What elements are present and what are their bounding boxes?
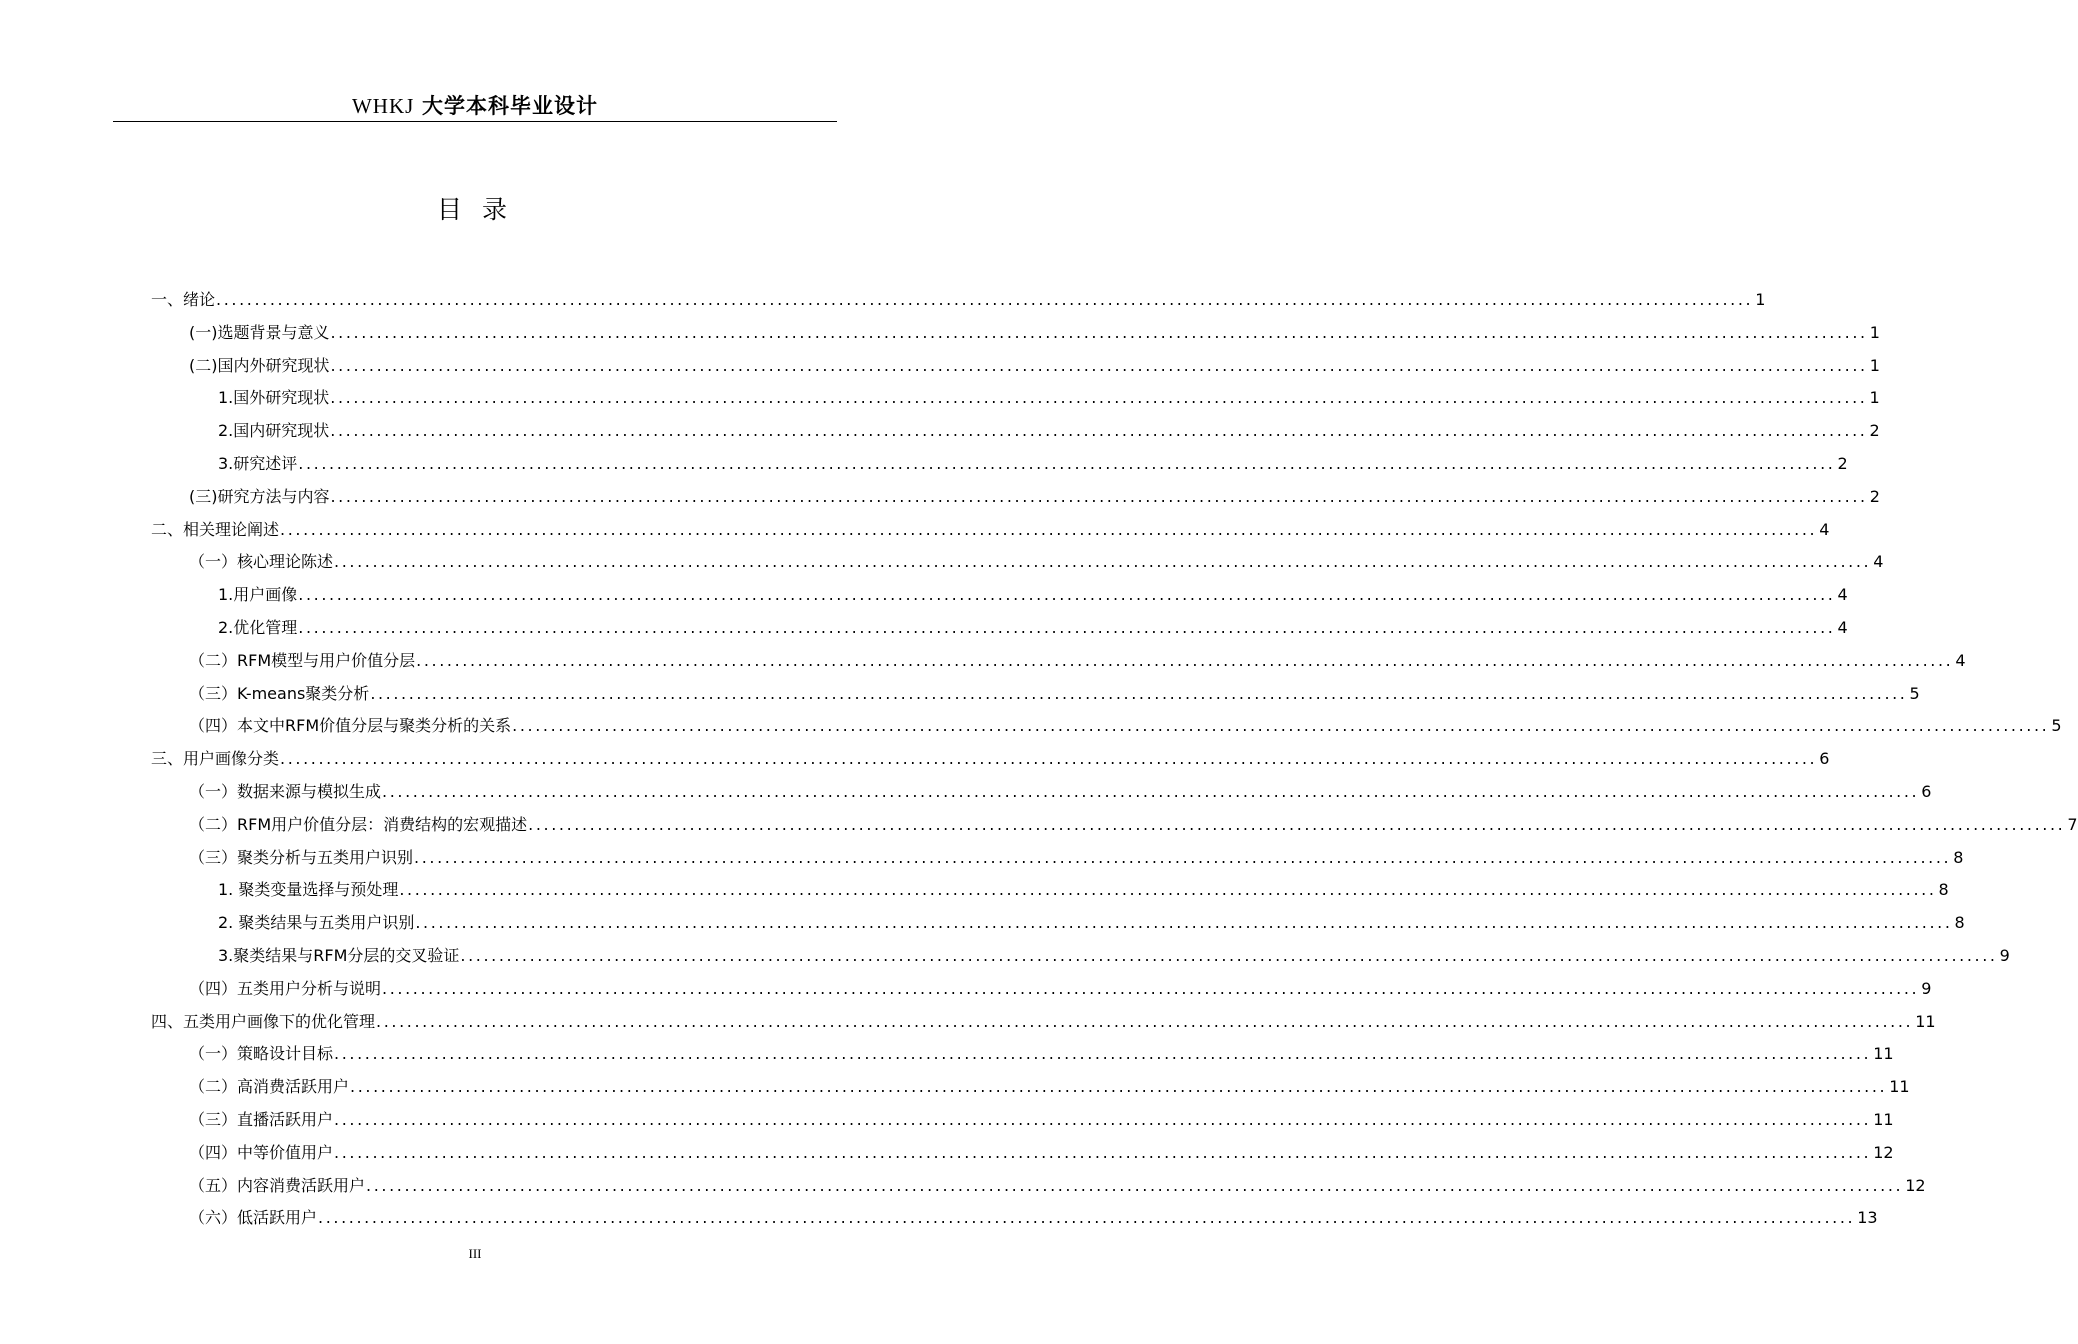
- toc-entry-page: 1: [1869, 388, 1880, 407]
- toc-entry-title: 1.国外研究现状: [218, 388, 330, 407]
- toc-entry: [189, 1064, 1910, 1097]
- toc-entry-title: (一)选题背景与意义: [189, 323, 330, 342]
- toc-entry-page: 12: [1905, 1176, 1926, 1195]
- toc-entry-page: 1: [1869, 356, 1880, 375]
- header-rule: [113, 121, 837, 122]
- toc-entry-page: 4: [1837, 585, 1848, 604]
- toc-entry: [218, 572, 1848, 605]
- toc-entry: [218, 605, 1848, 638]
- header-school-code: WHKJ: [351, 94, 415, 118]
- toc-dot-leader: ........................................................................................................................................................................................................: [382, 782, 1920, 801]
- toc-entry: [189, 638, 1966, 671]
- toc-entry-page: 6: [1819, 749, 1830, 768]
- toc-entry-page: 1: [1755, 290, 1766, 309]
- toc-entry-title: （五）内容消费活跃用户: [189, 1176, 366, 1195]
- page-number: III: [468, 1246, 482, 1261]
- toc-entry: [189, 1031, 1894, 1064]
- toc-entry-page: 8: [1938, 880, 1949, 899]
- toc-entry-page: 4: [1819, 520, 1830, 539]
- toc-dot-leader: ........................................................................................................................................................................................................: [376, 1012, 1914, 1031]
- toc-dot-leader: ........................................................................................................................................................................................................: [330, 388, 1868, 407]
- toc-dot-leader: ........................................................................................................................................................................................................: [298, 585, 1836, 604]
- toc-entry: [189, 343, 1880, 376]
- toc-entry-title: （二）RFM模型与用户价值分层: [189, 651, 416, 670]
- toc-entry-page: 8: [1953, 848, 1964, 867]
- toc-entry-title: 四、五类用户画像下的优化管理: [151, 1012, 376, 1031]
- toc-entry-title: (二)国内外研究现状: [189, 356, 330, 375]
- toc-entry: [218, 441, 1848, 474]
- toc-entry: [189, 310, 1880, 343]
- toc-dot-leader: ........................................................................................................................................................................................................: [382, 979, 1920, 998]
- toc-entry-page: 11: [1889, 1077, 1910, 1096]
- toc-entry-page: 2: [1869, 487, 1880, 506]
- toc-dot-leader: ........................................................................................................................................................................................................: [528, 815, 2066, 834]
- toc-entry: [218, 867, 1949, 900]
- page-header: [113, 92, 837, 120]
- toc-dot-leader: ........................................................................................................................................................................................................: [330, 323, 1868, 342]
- toc-entry-title: 1. 聚类变量选择与预处理: [218, 880, 399, 899]
- toc-entry: [151, 736, 1830, 769]
- toc-entry-title: 二、相关理论阐述: [151, 520, 280, 539]
- toc-dot-leader: ........................................................................................................................................................................................................: [414, 848, 1952, 867]
- toc-entry: [189, 1130, 1894, 1163]
- toc-entry-title: (三)研究方法与内容: [189, 487, 330, 506]
- toc-dot-leader: ........................................................................................................................................................................................................: [330, 487, 1868, 506]
- toc-entry: [151, 999, 1936, 1032]
- toc-entry: [189, 474, 1880, 507]
- toc-dot-leader: ........................................................................................................................................................................................................: [416, 651, 1954, 670]
- toc-entry-page: 11: [1873, 1110, 1894, 1129]
- toc-entry-title: 2.优化管理: [218, 618, 298, 637]
- toc-entry-page: 9: [1921, 979, 1932, 998]
- toc-entry-title: （三）K-means聚类分析: [189, 684, 370, 703]
- toc-entry-title: （三）聚类分析与五类用户识别: [189, 848, 414, 867]
- toc-dot-leader: ........................................................................................................................................................................................................: [460, 946, 1998, 965]
- toc-entry-page: 2: [1837, 454, 1848, 473]
- toc-entry-title: （二）RFM用户价值分层：消费结构的宏观描述: [189, 815, 528, 834]
- toc-entry: [189, 802, 2078, 835]
- toc-entry-page: 11: [1873, 1044, 1894, 1063]
- toc-entry-page: 5: [1909, 684, 1920, 703]
- toc-entry-title: （四）五类用户分析与说明: [189, 979, 382, 998]
- toc-entry: [151, 277, 1766, 310]
- toc-dot-leader: ........................................................................................................................................................................................................: [350, 1077, 1888, 1096]
- toc-entry-page: 6: [1921, 782, 1932, 801]
- toc-entry-page: 4: [1955, 651, 1966, 670]
- toc-entry-title: （一）策略设计目标: [189, 1044, 334, 1063]
- toc-entry-page: 1: [1869, 323, 1880, 342]
- toc-entry: [218, 933, 2010, 966]
- toc-entry-title: 一、绪论: [151, 290, 216, 309]
- toc-dot-leader: ........................................................................................................................................................................................................: [298, 618, 1836, 637]
- toc-entry: [151, 507, 1830, 540]
- toc-entry: [218, 375, 1880, 408]
- toc-dot-leader: ........................................................................................................................................................................................................: [280, 749, 1818, 768]
- toc-entry-title: （二）高消费活跃用户: [189, 1077, 350, 1096]
- toc-entry: [218, 408, 1880, 441]
- toc-dot-leader: ........................................................................................................................................................................................................: [512, 716, 2050, 735]
- toc-dot-leader: ........................................................................................................................................................................................................: [298, 454, 1836, 473]
- toc-entry-page: 4: [1873, 552, 1884, 571]
- toc-entry: [218, 900, 1965, 933]
- toc-entry: [189, 1097, 1894, 1130]
- header-title: 大学本科毕业设计: [422, 94, 598, 118]
- toc-dot-leader: ........................................................................................................................................................................................................: [366, 1176, 1904, 1195]
- toc-entry-page: 7: [2067, 815, 2078, 834]
- toc-dot-leader: ........................................................................................................................................................................................................: [280, 520, 1818, 539]
- toc-entry: [189, 1195, 1878, 1228]
- toc-entry-page: 12: [1873, 1143, 1894, 1162]
- toc-entry-title: 三、用户画像分类: [151, 749, 280, 768]
- toc-entry: [189, 671, 1920, 704]
- toc-dot-leader: ........................................................................................................................................................................................................: [334, 1044, 1872, 1063]
- toc-entry-page: 11: [1915, 1012, 1936, 1031]
- toc-entry-title: （一）核心理论陈述: [189, 552, 334, 571]
- toc-dot-leader: ........................................................................................................................................................................................................: [399, 880, 1937, 899]
- toc-entry-title: （四）本文中RFM价值分层与聚类分析的关系: [189, 716, 512, 735]
- toc-entry-page: 8: [1954, 913, 1965, 932]
- toc-title: 目 录: [437, 195, 513, 224]
- toc-entry-title: （六）低活跃用户: [189, 1208, 318, 1227]
- toc-dot-leader: ........................................................................................................................................................................................................: [216, 290, 1754, 309]
- toc-entry-title: 2. 聚类结果与五类用户识别: [218, 913, 415, 932]
- toc-entry-page: 9: [1999, 946, 2010, 965]
- toc-entry: [189, 703, 2062, 736]
- toc-dot-leader: ........................................................................................................................................................................................................: [334, 1143, 1872, 1162]
- toc-entry: [189, 966, 1932, 999]
- toc-entry: [189, 539, 1884, 572]
- toc-dot-leader: ........................................................................................................................................................................................................: [330, 421, 1868, 440]
- toc-entry-title: 3.研究述评: [218, 454, 298, 473]
- toc-dot-leader: ........................................................................................................................................................................................................: [334, 552, 1872, 571]
- toc-entry-title: 2.国内研究现状: [218, 421, 330, 440]
- toc-entry: [189, 769, 1932, 802]
- toc-dot-leader: ........................................................................................................................................................................................................: [370, 684, 1908, 703]
- toc-entry: [189, 1163, 1926, 1196]
- toc-dot-leader: ........................................................................................................................................................................................................: [330, 356, 1868, 375]
- toc-dot-leader: ........................................................................................................................................................................................................: [415, 913, 1953, 932]
- toc-entry-page: 5: [2051, 716, 2062, 735]
- toc-entry: [189, 835, 1964, 868]
- toc-entry-page: 13: [1857, 1208, 1878, 1227]
- toc-entry-page: 4: [1837, 618, 1848, 637]
- toc-entry-title: （四）中等价值用户: [189, 1143, 334, 1162]
- toc-entry-page: 2: [1869, 421, 1880, 440]
- toc-entry-title: （三）直播活跃用户: [189, 1110, 334, 1129]
- toc-entry-title: （一）数据来源与模拟生成: [189, 782, 382, 801]
- toc-dot-leader: ........................................................................................................................................................................................................: [318, 1208, 1856, 1227]
- toc-dot-leader: ........................................................................................................................................................................................................: [334, 1110, 1872, 1129]
- toc-entry-title: 1.用户画像: [218, 585, 298, 604]
- toc-entry-title: 3.聚类结果与RFM分层的交叉验证: [218, 946, 460, 965]
